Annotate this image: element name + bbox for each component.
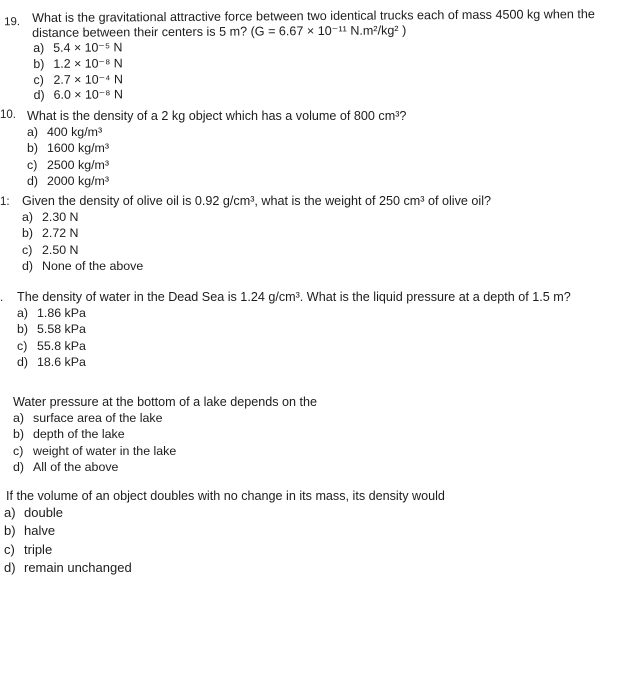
option-text: 1.86 kPa <box>37 306 86 320</box>
option-text: surface area of the lake <box>33 411 163 425</box>
options-list <box>22 209 491 274</box>
option-text: 1600 kg/m³ <box>47 141 109 156</box>
question-stem-line-1: What is the gravitational attractive force between two identical trucks each of mass 4500 kg when the <box>32 7 595 25</box>
option-b <box>27 140 406 156</box>
option-letter: c) <box>13 443 24 458</box>
option-b <box>13 426 317 442</box>
option-text: halve <box>24 523 56 539</box>
option-text: triple <box>24 541 53 557</box>
option-d <box>34 84 596 104</box>
option-letter: a) <box>4 505 16 520</box>
option-letter: b) <box>13 427 25 442</box>
question-number: 10. <box>0 109 16 121</box>
option-letter: d) <box>4 559 16 575</box>
option-c <box>27 157 406 173</box>
option-c <box>22 242 491 258</box>
option-b <box>17 321 571 337</box>
option-letter: d) <box>22 258 34 273</box>
option-c <box>4 541 445 559</box>
option-text: All of the above <box>33 459 119 474</box>
option-letter: b) <box>27 141 39 156</box>
question-stem: If the volume of an object doubles with no change in its mass, its density would <box>6 489 445 503</box>
option-b <box>22 225 491 241</box>
options-list <box>17 305 571 370</box>
option-letter: a) <box>13 411 25 425</box>
option-text: remain unchanged <box>24 559 132 575</box>
option-a <box>17 305 571 321</box>
option-text: 18.6 kPa <box>37 354 86 369</box>
option-letter: d) <box>33 88 45 103</box>
question-number: 19. <box>4 16 21 29</box>
option-text: 5.4 × 10⁻⁵ N <box>53 40 123 55</box>
option-text: 5.58 kPa <box>37 322 86 337</box>
option-letter: c) <box>22 242 33 257</box>
option-letter: a) <box>27 125 39 139</box>
option-d <box>13 459 317 475</box>
option-letter: a) <box>33 40 45 55</box>
options-list <box>27 124 406 189</box>
option-text: 1.2 × 10⁻⁸ N <box>53 56 123 71</box>
option-letter: a) <box>17 306 29 320</box>
option-a <box>22 209 491 225</box>
option-letter: a) <box>22 210 34 224</box>
question-11 <box>0 194 491 274</box>
options-list <box>13 410 317 475</box>
option-a <box>13 410 317 426</box>
option-d <box>17 354 571 370</box>
option-a <box>4 504 445 522</box>
question-stem: The density of water in the Dead Sea is 1.24 g/cm³. What is the liquid pressure at a depth of 1.5 m? <box>17 290 571 304</box>
option-d <box>27 173 406 189</box>
option-letter: c) <box>33 72 44 87</box>
option-text: weight of water in the lake <box>33 443 177 458</box>
option-letter: c) <box>27 157 38 172</box>
option-letter: b) <box>4 523 16 539</box>
question-stem: Given the density of olive oil is 0.92 g/cm³, what is the weight of 250 cm³ of olive oil? <box>22 194 491 208</box>
question-10 <box>0 109 407 189</box>
option-letter: c) <box>17 338 28 353</box>
option-letter: d) <box>13 459 25 474</box>
option-text: 400 kg/m³ <box>47 125 103 139</box>
option-text: 2500 kg/m³ <box>47 157 109 172</box>
options-list <box>4 504 445 577</box>
option-letter: b) <box>17 322 29 337</box>
option-text: depth of the lake <box>33 427 125 442</box>
option-text: 55.8 kPa <box>37 338 86 353</box>
option-c <box>17 338 571 354</box>
option-text: 6.0 × 10⁻⁸ N <box>53 87 123 103</box>
option-b <box>4 522 445 540</box>
question-13 <box>13 395 317 475</box>
option-text: 2000 kg/m³ <box>47 173 109 188</box>
option-text: 2.50 N <box>42 242 79 257</box>
option-letter: d) <box>17 354 29 369</box>
option-text: double <box>24 505 64 520</box>
option-c <box>13 443 317 459</box>
question-14 <box>4 489 445 577</box>
option-d <box>4 559 445 577</box>
question-stem: Water pressure at the bottom of a lake depends on the <box>13 395 318 409</box>
option-text: 2.30 N <box>42 210 79 224</box>
option-text: 2.7 × 10⁻⁴ N <box>53 71 123 87</box>
question-stem: What is the density of a 2 kg object which has a volume of 800 cm³? <box>27 109 407 123</box>
option-letter: b) <box>22 226 34 241</box>
question-number: 1: <box>0 196 10 208</box>
option-text: 2.72 N <box>42 226 79 241</box>
option-text: None of the above <box>42 258 144 273</box>
option-letter: d) <box>27 173 39 188</box>
question-19 <box>4 7 595 104</box>
question-number: . <box>0 292 4 304</box>
option-letter: c) <box>4 541 15 557</box>
option-letter: b) <box>33 56 45 71</box>
option-a <box>27 124 406 140</box>
option-d <box>22 258 491 274</box>
options-list <box>33 37 595 104</box>
question-12 <box>0 290 571 370</box>
question-stem-line-2: distance between their centers is 5 m? (G = 6.67 × 10⁻¹¹ N.m²/kg² ) <box>32 23 407 40</box>
